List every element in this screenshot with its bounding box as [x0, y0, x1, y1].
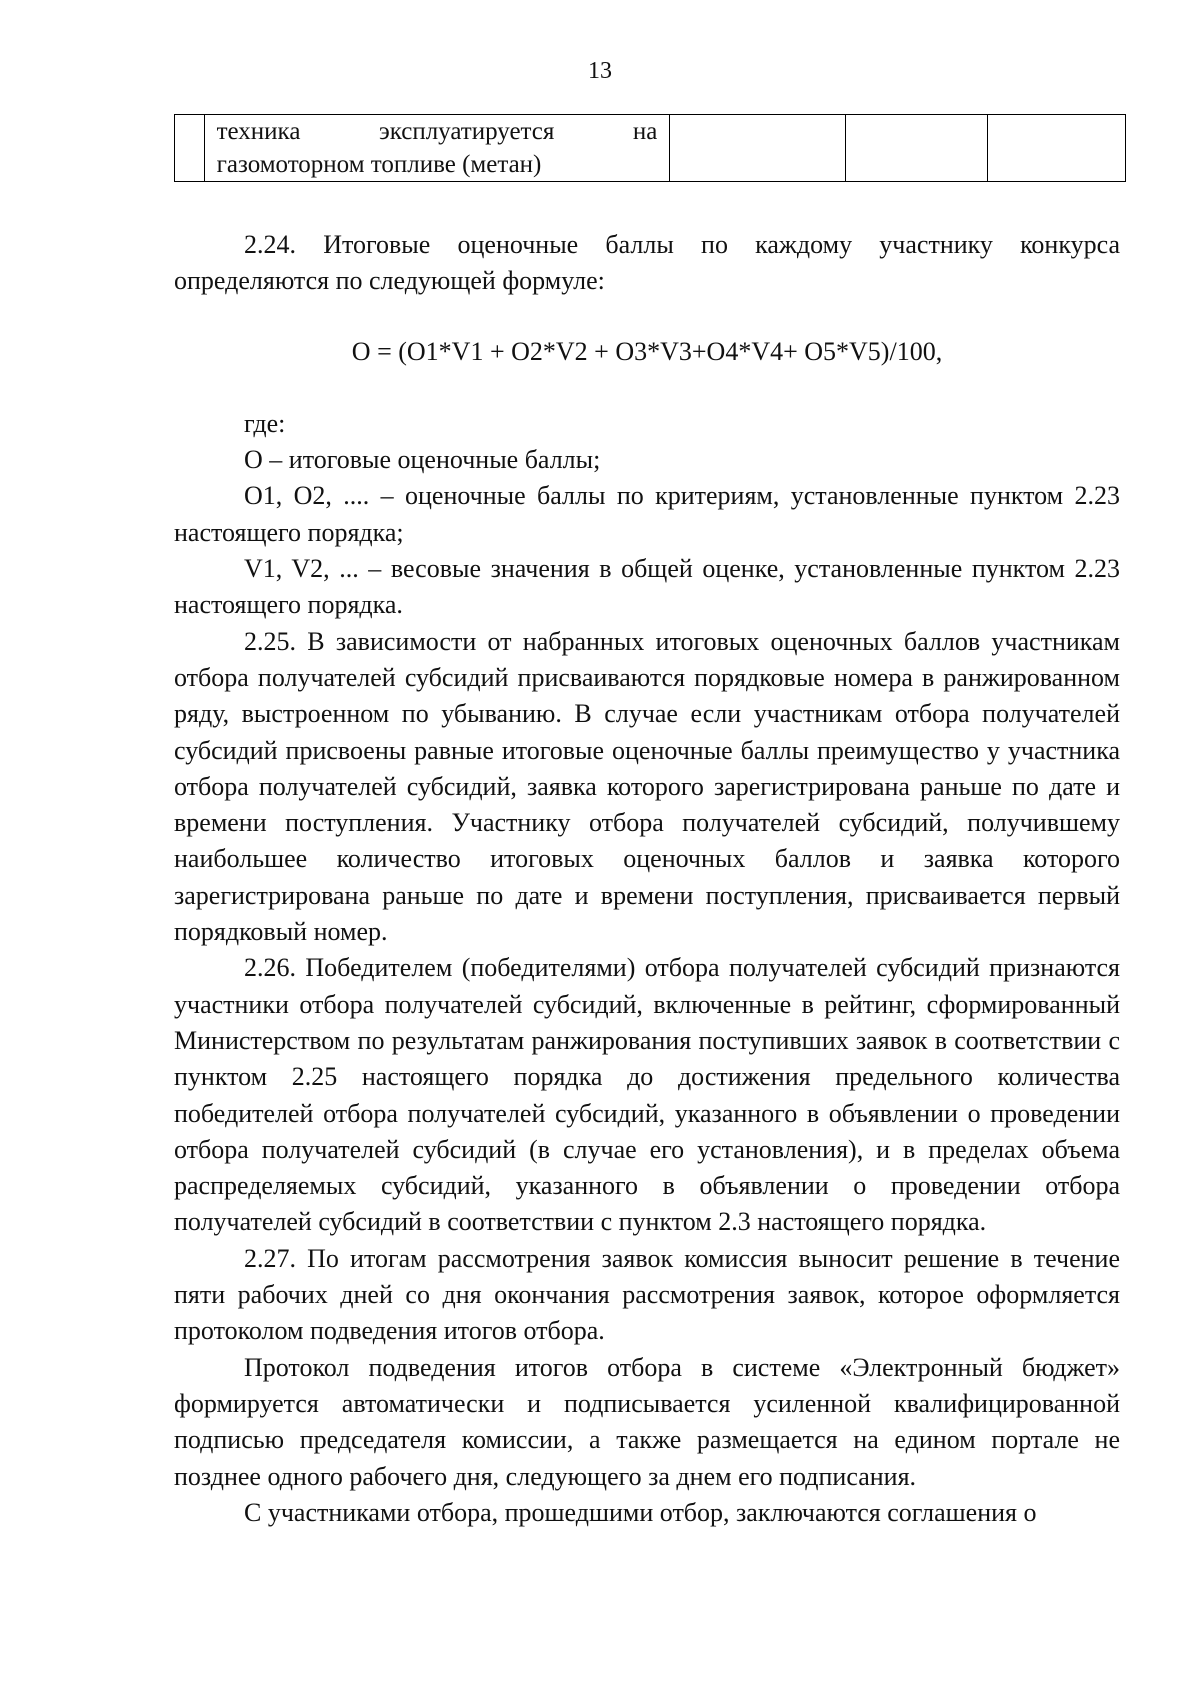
- where-label: где:: [244, 408, 286, 438]
- table-cell-criterion: [204, 115, 670, 182]
- table-row: [175, 115, 1126, 182]
- paragraph-2-26: 2.26. Победителем (победителями) отбора получателей субсидий признаются участники отбора получателей субсидий, включенные в рейтинг, сформированный Министерством по результатам ранжирования поступивших заявок в соответствии с пунктом 2.25 настоящего порядка до достижения предельного количества победителей отбора получателей субсидий, указанного в объявлении о проведении отбора получателей субсидий (в случае его установления), и в пределах объема распределяемых субсидий, указанного в объявлении о проведении отбора получателей субсидий в соответствии с пунктом 2.3 настоящего порядка.: [174, 953, 1120, 1237]
- document-body: [174, 227, 1120, 1531]
- paragraph-2-24: 2.24. Итоговые оценочные баллы по каждому участнику конкурса определяются по следующей формуле:: [174, 230, 1120, 296]
- scoring-formula: О = (О1*V1 + О2*V2 + О3*V3+О4*V4+ О5*V5)/100,: [351, 336, 943, 366]
- table-cell-3: [670, 115, 846, 182]
- criterion-line-2: газомоторном топливе (метан): [216, 151, 542, 178]
- definition-v1-v2: V1, V2, ... – весовые значения в общей оценке, установленные пунктом 2.23 настоящего порядка.: [174, 554, 1120, 620]
- table-cell-number: [175, 115, 205, 182]
- table-cell-4: [846, 115, 988, 182]
- page-number: 13: [588, 58, 612, 84]
- paragraph-agreements: С участниками отбора, прошедшими отбор, заключаются соглашения о: [244, 1497, 1037, 1527]
- criteria-table-fragment: [174, 114, 1126, 182]
- paragraph-2-27: 2.27. По итогам рассмотрения заявок комиссия выносит решение в течение пяти рабочих дней со дня окончания рассмотрения заявок, которое оформляется протоколом подведения итогов отбора.: [174, 1243, 1120, 1346]
- paragraph-2-25: 2.25. В зависимости от набранных итоговых оценочных баллов участникам отбора получателей субсидий присваиваются порядковые номера в ранжированном ряду, выстроенном по убыванию. В случае если участникам отбора получателей субсидий присвоены равные итоговые оценочные баллы преимущество у участника отбора получателей субсидий, заявка которого зарегистрирована раньше по дате и времени поступления. Участнику отбора получателей субсидий, получившему наибольшее количество итоговых оценочных баллов и заявка которого зарегистрирована раньше по дате и времени поступления, присваивается первый порядковый номер.: [174, 626, 1120, 947]
- table-cell-5: [988, 115, 1126, 182]
- definition-o: О – итоговые оценочные баллы;: [244, 445, 601, 475]
- paragraph-protocol: Протокол подведения итогов отбора в системе «Электронный бюджет» формируется автоматически и подписывается усиленной квалифицированной подписью председателя комиссии, а также размещается на едином портале не позднее одного рабочего дня, следующего за днем его подписания.: [174, 1352, 1120, 1491]
- criterion-line-1: техника эксплуатируется на: [216, 118, 658, 145]
- definition-o1-o2: О1, О2, .... – оценочные баллы по критериям, установленные пунктом 2.23 настоящего порядка;: [174, 481, 1120, 547]
